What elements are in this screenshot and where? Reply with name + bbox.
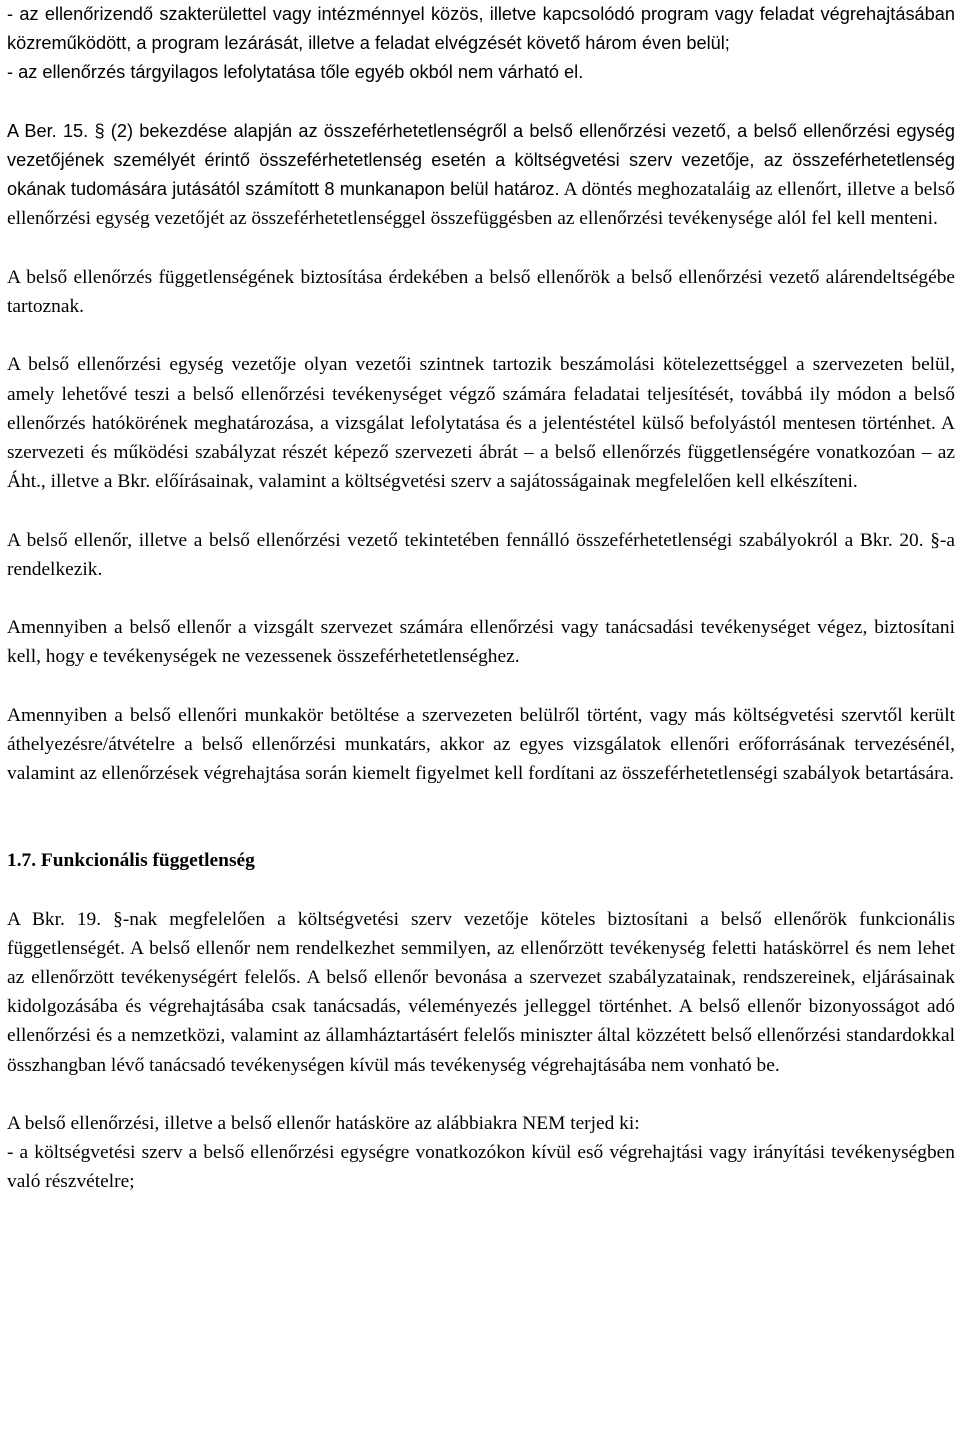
document-page <box>7 0 955 1197</box>
scope-list <box>7 1138 955 1196</box>
section-heading: 1.7. Funkcionális függetlenség <box>7 850 255 872</box>
paragraph-independence: A belső ellenőrzés függetlenségének biztosítása érdekében a belső ellenőrök a belső ellenőrzési vezető alárendeltségébe tartoznak. <box>7 266 955 317</box>
list-item: - az ellenőrizendő szakterülettel vagy intézménnyel közös, illetve kapcsolódó program vagy feladat végrehajtásában közreműködött, a program lezárását, illetve a feladat elvégzését követő három éven belül; <box>7 4 955 54</box>
paragraph-functional-independence: A Bkr. 19. §-nak megfelelően a költségvetési szerv vezetője köteles biztosítani a belső ellenőrök funkcionális függetlenségét. A belső ellenőr nem rendelkezhet semmilyen, az ellenőrzött tevékenység feletti hatáskörrel és nem lehet az ellenőrzött tevékenységért felelős. A belső ellenőr bevonása a szervezet szabályzatainak, rendszereinek, eljárásainak kidolgozásába és végrehajtásába csak tanácsadás, véleményezés jelleggel történhet. A belső ellenőr bizonyosságot adó ellenőrzési és a nemzetközi, valamint az államháztartásért felelős miniszter által közzétett belső ellenőrzési standardokkal összhangban lévő tanácsadó tevékenységen kívül más tevékenység végrehajtásába nem vonható be. <box>7 908 955 1076</box>
scope-intro: A belső ellenőrzési, illetve a belső ellenőr hatásköre az alábbiakra NEM terjed ki: <box>7 1113 640 1134</box>
paragraph-advisory: Amennyiben a belső ellenőr a vizsgált szervezet számára ellenőrzési vagy tanácsadási tevékenységet végez, biztosítani kell, hogy e tevékenységek ne vezessenek összeférhetetlenséghez. <box>7 617 955 668</box>
paragraph-conflict-rules: A belső ellenőr, illetve a belső ellenőrzési vezető tekintetében fennálló összeférhetetlenségi szabályokról a Bkr. 20. §-a rendelkezik. <box>7 529 955 580</box>
intro-list <box>7 0 955 88</box>
paragraph-unit-head: A belső ellenőrzési egység vezetője olyan vezetői szintnek tartozik beszámolási kötelezettséggel a szervezeten belül, amely lehetővé teszi a belső ellenőrzési tevékenységet végző számára feladatai teljesítését, továbbá ily módon a belső ellenőrzés hatókörének meghatározása, a vizsgálat lefolytatása és a jelentéstétel külső befolyástól mentesen történhet. A szervezeti és működési szabályzat részét képező szervezeti ábrát – a belső ellenőrzés függetlenségére vonatkozóan – az Áht., illetve a Bkr. előírásainak, valamint a költségvetési szerv a sajátosságainak megfelelően kell elkészíteni. <box>7 354 955 493</box>
paragraph-ber-15-sans-part: A Ber. 15. § (2) bekezdése alapján az összeférhetetlenségről a belső ellenőrzési vezető, a belső ellenőrzési egység vezetőjének személyét érintő összeférhetetlenség esetén a költségvetési szerv vezetője, az összeférhetetlenség okának tudomására jutásától számított 8 munkanapon belül határoz. <box>7 120 955 200</box>
paragraph-internal-transfer: Amennyiben a belső ellenőri munkakör betöltése a szervezeten belülről történt, vagy más költségvetési szervtől került áthelyezésre/átvételre a belső ellenőrzési munkatárs, akkor az egyes vizsgálatok ellenőri erőforrásának tervezésénél, valamint az ellenőrzések végrehajtása során kiemelt figyelmet kell fordítani az összeférhetetlenségi szabályok betartására. <box>7 704 955 785</box>
paragraph-ber-15-serif-part: A döntés meghozataláig az ellenőrt, illetve a belső ellenőrzési egység vezetőjét az összeférhetetlenséggel összefüggésben az ellenőrzési tevékenysége alól fel kell menteni. <box>7 179 955 230</box>
list-item: - a költségvetési szerv a belső ellenőrzési egységre vonatkozókon kívül eső végrehajtási vagy irányítási tevékenységben való részvételre; <box>7 1142 955 1193</box>
list-item: - az ellenőrzés tárgyilagos lefolytatása tőle egyéb okból nem várható el. <box>7 62 584 83</box>
paragraph-ber-15 <box>7 117 955 234</box>
